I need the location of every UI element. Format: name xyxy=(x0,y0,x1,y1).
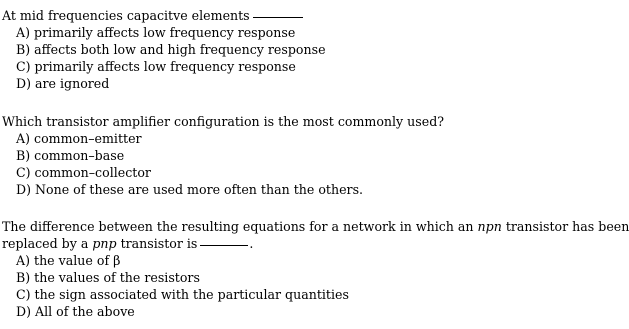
question-2 xyxy=(2,113,567,198)
question-2-option-b: B) common–base xyxy=(16,148,125,163)
question-3-stem-line-1 xyxy=(2,218,629,235)
question-1-stem xyxy=(2,7,567,24)
answer-blank xyxy=(200,245,248,246)
question-1-option-b: B) affects both low and high frequency response xyxy=(16,42,326,57)
question-3-stem-text-c: replaced by a xyxy=(2,236,93,251)
question-1-stem-text: At mid frequencies capacitve elements xyxy=(2,8,250,23)
npn-term: npn xyxy=(477,219,502,234)
question-3-option-b: B) the values of the resistors xyxy=(16,270,200,285)
question-1-option-d: D) are ignored xyxy=(16,76,110,91)
question-3-stem-text-d: transistor is xyxy=(116,236,198,251)
question-1 xyxy=(2,7,567,92)
question-3-stem-text-a: The difference between the resulting equations for a network in which an xyxy=(2,219,478,234)
question-3-stem-text-b: transistor has been xyxy=(501,219,629,234)
question-1-option-a: A) primarily affects low frequency response xyxy=(16,25,296,40)
answer-blank xyxy=(253,17,303,18)
question-2-option-a: A) common–emitter xyxy=(16,131,142,146)
question-3-stem-period: . xyxy=(249,236,254,251)
question-2-option-d: D) None of these are used more often than the others. xyxy=(16,182,364,197)
question-1-option-c: C) primarily affects low frequency response xyxy=(16,59,296,74)
question-3-option-d: D) All of the above xyxy=(16,304,135,319)
question-2-stem: Which transistor amplifier configuration is the most commonly used? xyxy=(2,114,445,129)
pnp-term: pnp xyxy=(92,236,117,251)
question-3 xyxy=(2,218,629,320)
question-2-option-c: C) common–collector xyxy=(16,165,151,180)
question-3-stem-line-2 xyxy=(2,235,567,252)
question-3-option-a: A) the value of β xyxy=(16,253,121,268)
question-3-option-c: C) the sign associated with the particular quantities xyxy=(16,287,349,302)
